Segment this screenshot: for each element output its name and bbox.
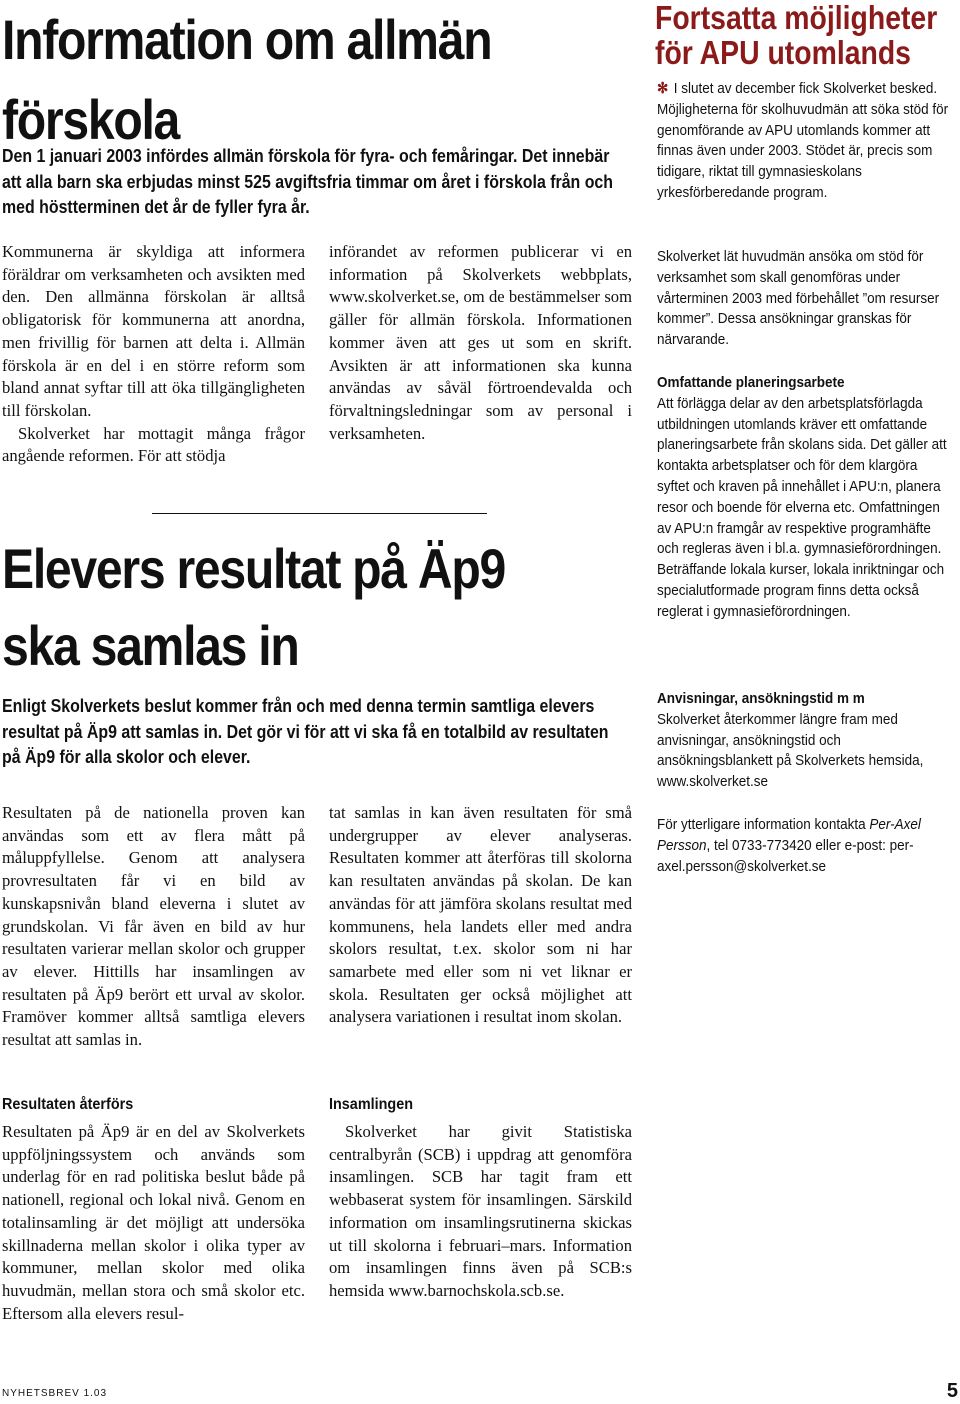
sidebar-paragraph: Skolverket återkommer längre fram med anvisningar, ansökningstid och ansökningsblankett på Skolverkets hemsida, bbox=[657, 710, 924, 770]
sidebar-text: I slutet av december fick Skolverket besked. Möjligheterna för skolhuvudmän att söka stöd för genomförande av APU utomlands kommer att finnas även under 2003. Stödet är, precis som tidigare, riktat till gymnasieskolans yrkesförberedande program. bbox=[657, 80, 949, 201]
article1-column-2 bbox=[329, 241, 632, 445]
section-heading: Insamlingen bbox=[329, 1096, 414, 1113]
sidebar-paragraph: Skolverket lät huvudmän ansöka om stöd för verksamhet som skall genomföras under vårterminen 2003 med förbehållet ”om resurser kommer”. Dessa ansökningar granskas för närvarande. bbox=[657, 248, 940, 349]
article2-paragraph: Resultaten på Äp9 är en del av Skolverkets uppföljningssystem och används som underlag för en rad politiska beslut både på nationell, regional och lokal nivå. Genom en totalinsamling är det möjligt att undersöka skillnaderna mellan skolor i olika typer av kommuner, mellan skolor med olika huvudmän, mellan stora och små skolor etc. Eftersom alla elevers resul- bbox=[2, 1122, 305, 1323]
article2-paragraph: tat samlas in kan även resultaten för små undergrupper av elever analyseras. Resultaten kommer att återföras till skolorna kan resultaten användas på skolan. De kan användas för att jämföra skolans resultat med kommunens, hela landets eller med andra skolors resultat, t.ex. skolor som ni har samarbete med eller som ni vet liknar er skola. Resultaten ger också möjlighet att analysera variationen i resultat inom skolan. bbox=[329, 803, 632, 1027]
sidebar-contact bbox=[657, 815, 960, 877]
article1-paragraph: Skolverket har mottagit många frågor angående reformen. För att stödja bbox=[2, 423, 305, 466]
article1-paragraph: Kommunerna är skyldiga att informera föräldrar om verksamheten och avsikten med den. Den allmänna förskolan är alltså obligatorisk för kommunerna att anordna, men frivillig för barnen att delta i. Allmän förskola är en del i en större reform som bland annat syftar till att öka tillgängligheten till förskolan. bbox=[2, 242, 305, 420]
article1-title: Information om allmän förskola bbox=[2, 8, 492, 151]
sidebar-paragraph: Att förlägga delar av den arbetsplatsförlagda utbildningen utomlands kräver ett omfattande planeringsarbete från skolans sida. Det gäller att kontakta arbetsplatser och för dem klargöra syftet och kraven på innehållet i APU:n, planera resor och boende för elverna etc. Omfattningen av APU:n framgår av respektive programhäfte och regleras även i bl.a. gymnasieförordningen. Beträffande lokala kurser, lokala inriktningar och specialutformade program finns detta också reglerat i gymnasieförordningen. bbox=[657, 394, 947, 620]
article-divider bbox=[152, 513, 487, 514]
article2-section-collection bbox=[329, 1093, 632, 1303]
contact-details: , tel 0733-773420 eller e-post: per-axel.persson@skolverket.se bbox=[657, 836, 914, 875]
snowflake-icon: ✻ bbox=[657, 80, 669, 97]
sidebar-section-instructions bbox=[657, 689, 960, 793]
sidebar-heading: Anvisningar, ansökningstid m m bbox=[657, 690, 865, 707]
skolverket-link[interactable]: www.skolverket.se bbox=[329, 287, 456, 307]
article2-text: Skolverket har givit Statistiska centralbyrån (SCB) i uppdrag att genomföra insamlingen. SCB har tagit fram ett webbaserat system för insamlingen. Särskild information om insamlingsrutinerna skickas ut till skolorna i februari–mars. Information om insamlingen finns även på SCB:s hemsida bbox=[329, 1122, 632, 1300]
sidebar-paragraph-2 bbox=[657, 247, 960, 351]
article2-title: Elevers resultat på Äp9 ska samlas in bbox=[2, 537, 506, 677]
article2-lead: Enligt Skolverkets beslut kommer från och med denna termin samtliga elevers resultat på Äp9 att samlas in. Det gör vi för att vi ska få en totalbild av resultaten på Äp9 för alla skolor och elever. bbox=[2, 695, 609, 767]
article2-paragraph bbox=[329, 1121, 632, 1303]
skolverket-link[interactable]: www.skolverket.se bbox=[657, 773, 769, 791]
article1-text: , om de bestämmelser som gäller för allmän förskola. Informationen kommer även att ges ut som en skrift. Avsikten är att informationen ska kunna användas av såväl förtroendevalda och förvaltningsledningar som av personal i verksamheten. bbox=[329, 287, 632, 443]
page-number: 5 bbox=[946, 1380, 958, 1402]
article2-text: . bbox=[560, 1280, 565, 1300]
article2-column-2 bbox=[329, 802, 632, 1029]
article1-column-1 bbox=[2, 241, 305, 468]
article1-lead: Den 1 januari 2003 infördes allmän förskola för fyra- och femåringar. Det innebär att alla barn ska erbjudas minst 525 avgiftsfria timmar om året i förskola från och med höstterminen det år de fyller fyra år. bbox=[2, 145, 613, 217]
sidebar-heading: Omfattande planeringsarbete bbox=[657, 374, 845, 391]
article2-column-1 bbox=[2, 802, 305, 1052]
sidebar-paragraph bbox=[657, 815, 950, 877]
article2-paragraph: Resultaten på de nationella proven kan användas som ett av flera mått på måluppfyllelse. Genom att analysera provresultaten får vi en bild av kunskapsnivån bland eleverna i slutet av grundskolan. Vi får även en bild av hur resultaten varierar mellan skolor och grupper av elever. Hittills har insamlingen av resultaten på Äp9 berört ett urval av skolor. Framöver kommer alltså samtliga elevers resultat att samlas in. bbox=[2, 803, 305, 1050]
section-heading: Resultaten återförs bbox=[2, 1096, 134, 1113]
newsletter-issue: NYHETSBREV 1.03 bbox=[2, 1388, 108, 1399]
sidebar-paragraph bbox=[657, 79, 950, 204]
article1-text: införandet av reformen publicerar vi en information på Skolverkets webbplats, bbox=[329, 242, 632, 284]
article2-section-results bbox=[2, 1093, 305, 1325]
sidebar-paragraph-1 bbox=[657, 79, 960, 204]
sidebar-title: Fortsatta möjligheter för APU utomlands bbox=[655, 0, 938, 71]
sidebar-text: För ytterligare information kontakta bbox=[657, 816, 870, 833]
contact-name: Per-Axel Persson bbox=[657, 816, 921, 854]
sidebar-section-planning bbox=[657, 373, 960, 623]
scb-link[interactable]: www.barnochskola.scb.se bbox=[388, 1280, 561, 1300]
article1-paragraph bbox=[329, 241, 632, 445]
